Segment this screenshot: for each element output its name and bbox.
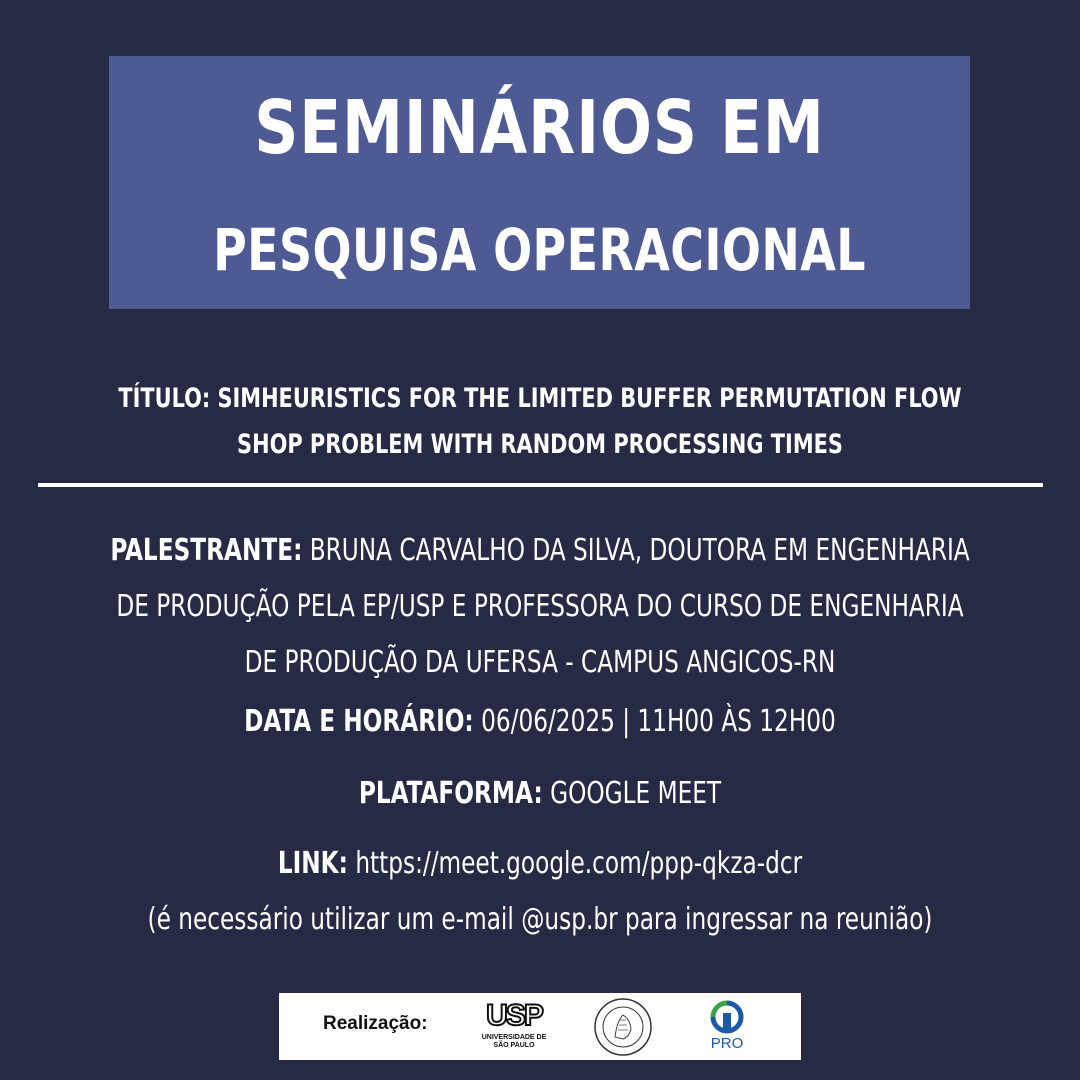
datetime-value: 06/06/2025 | 11H00 ÀS 12H00 — [481, 704, 836, 739]
speaker-label: PALESTRANTE: — [110, 533, 303, 568]
sponsors-footer — [279, 993, 801, 1060]
title-banner — [109, 56, 970, 309]
usp-logo-letters: USP — [486, 999, 542, 1032]
platform-value: GOOGLE MEET — [550, 776, 722, 811]
link-note: (é necessário utilizar um e-mail @usp.br para ingressar na reunião) — [147, 902, 933, 937]
usp-logo — [474, 1001, 554, 1053]
usp-logo-subtitle — [474, 1034, 554, 1050]
pro-logo-icon — [707, 999, 747, 1035]
divider — [38, 483, 1043, 487]
link-label: LINK: — [277, 846, 348, 881]
platform-label: PLATAFORMA: — [358, 776, 543, 811]
platform-info — [101, 766, 978, 822]
speaker-info — [101, 523, 978, 691]
datetime-info — [101, 694, 978, 750]
pro-logo-text: PRO — [710, 1035, 744, 1052]
title-line-1: SEMINÁRIOS EM — [254, 85, 825, 171]
meeting-link[interactable]: https://meet.google.com/ppp-qkza-dcr — [355, 846, 803, 881]
speaker-value: BRUNA CARVALHO DA SILVA, DOUTORA EM ENGENHARIA DE PRODUÇÃO PELA EP/USP E PROFESSORA DO CURSO DE ENGENHARIA DE PRODUÇÃO DA UFERSA - CAMPUS ANGICOS-RN — [116, 533, 970, 680]
escola-politecnica-seal-icon — [593, 997, 653, 1057]
talk-title: TÍTULO: SIMHEURISTICS FOR THE LIMITED BUFFER PERMUTATION FLOW SHOP PROBLEM WITH RANDOM PROCESSING TIMES — [118, 383, 962, 460]
usp-subtitle-line2: SÃO PAULO — [493, 1042, 535, 1049]
title-line-2: PESQUISA OPERACIONAL — [213, 216, 866, 284]
link-info — [101, 836, 978, 948]
datetime-label: DATA E HORÁRIO: — [244, 704, 474, 739]
footer-label: Realização: — [323, 1013, 428, 1034]
usp-subtitle-line1: UNIVERSIDADE DE — [481, 1034, 547, 1041]
pro-logo — [707, 999, 747, 1057]
